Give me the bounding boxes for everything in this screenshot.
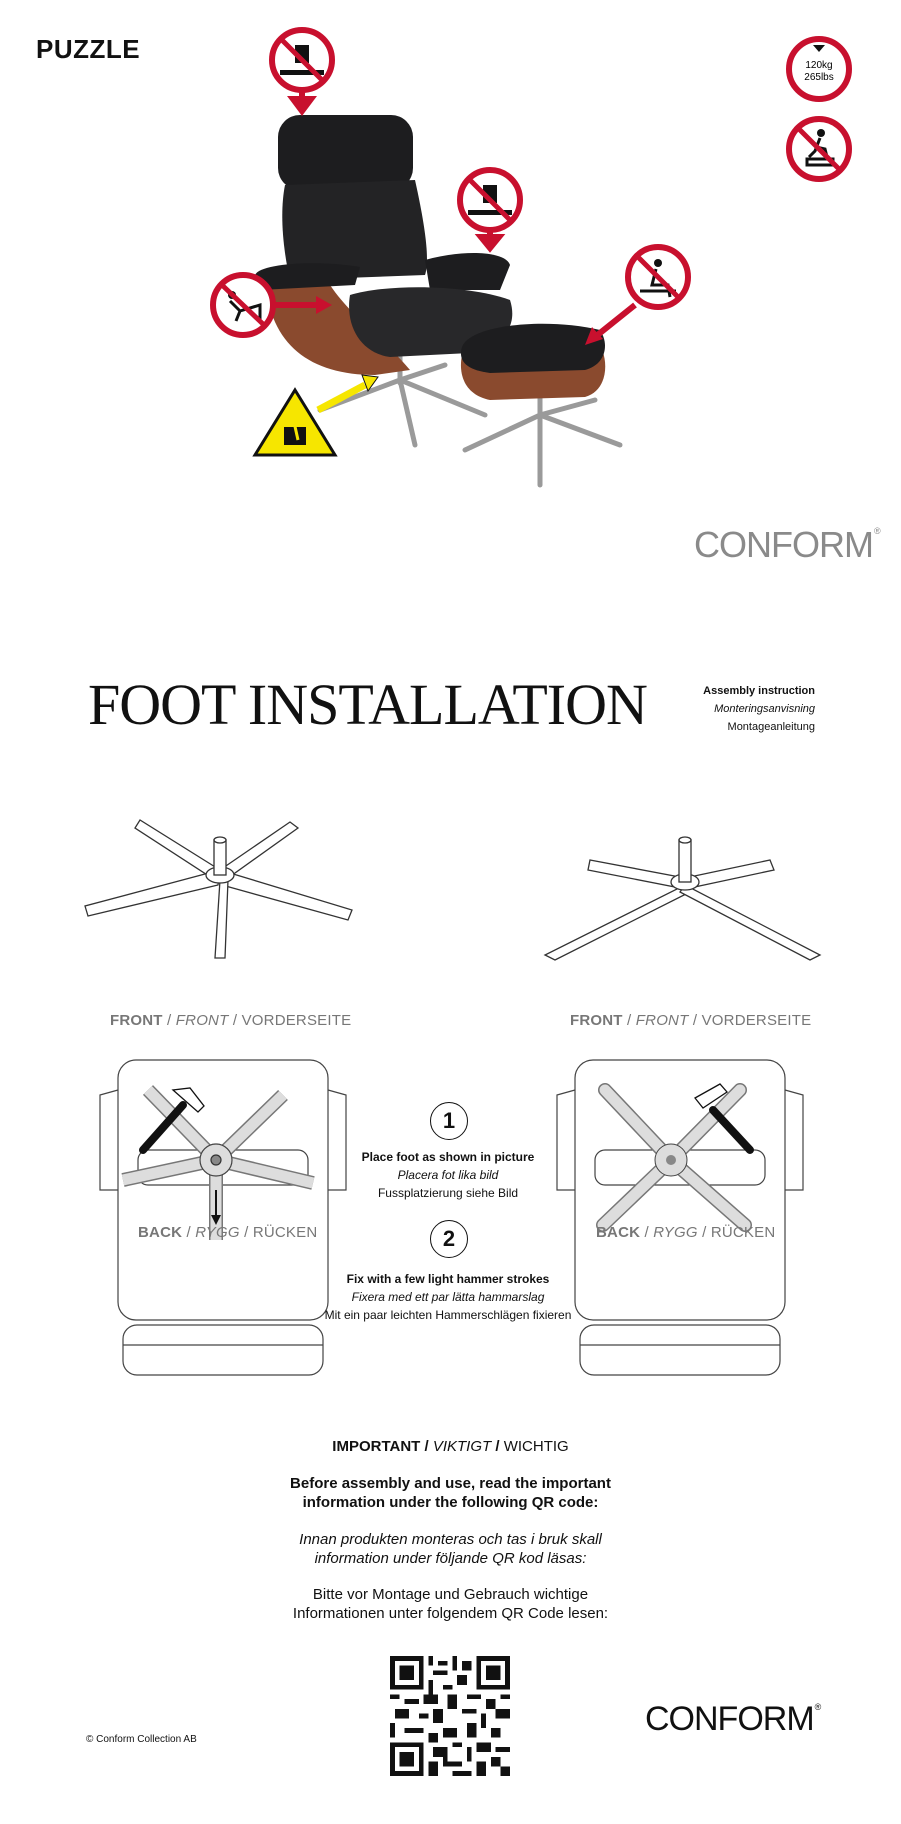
step-1-sv: Placera fot lika bild bbox=[397, 1168, 499, 1182]
no-standing-icon bbox=[785, 115, 853, 183]
weight-limit-badge bbox=[785, 35, 853, 103]
chair-base-drawing bbox=[80, 810, 360, 970]
front-label-right: FRONT / FRONT / VORDERSEITE bbox=[570, 1012, 812, 1029]
assembly-instruction bbox=[703, 682, 815, 736]
important-heading: IMPORTANT / VIKTIGT / WICHTIG bbox=[332, 1438, 569, 1455]
chair-topview-left bbox=[98, 1040, 350, 1380]
chair-topview-right bbox=[555, 1040, 807, 1380]
step-2-number: 2 bbox=[430, 1220, 468, 1258]
step-1-number: 1 bbox=[430, 1102, 468, 1140]
step-2-en: Fix with a few light hammer strokes bbox=[346, 1272, 550, 1286]
no-load-armrest-icon bbox=[460, 170, 520, 248]
step-1-de: Fussplatzierung siehe Bild bbox=[377, 1186, 519, 1200]
qr-code[interactable] bbox=[390, 1656, 510, 1776]
no-sitting-on-edge-icon bbox=[585, 247, 688, 345]
copyright: © Conform Collection AB bbox=[86, 1734, 197, 1745]
important-en: Before assembly and use, read the important information under the following QR code: bbox=[290, 1475, 611, 1511]
back-label-left: BACK / RYGG / RÜCKEN bbox=[138, 1224, 318, 1241]
step-2-text bbox=[318, 1270, 578, 1324]
important-sv: Innan produkten monteras och tas i bruk skall information under följande QR kod läsas: bbox=[299, 1531, 602, 1567]
important-de: Bitte vor Montage und Gebrauch wichtige Informationen unter folgendem QR Code lesen: bbox=[292, 1586, 609, 1622]
weight-lbs: 265lbs bbox=[804, 72, 834, 83]
assembly-sv: Monteringsanvisning bbox=[714, 703, 815, 715]
pinch-hazard-icon bbox=[255, 375, 378, 455]
brand-name: PUZZLE bbox=[36, 34, 141, 64]
assembly-de: Montageanleitung bbox=[727, 721, 815, 733]
step-2-de: Mit ein paar leichten Hammerschlägen fixieren bbox=[324, 1308, 572, 1322]
weight-kg: 120kg bbox=[805, 60, 833, 71]
conform-logo-bottom: CONFORM® bbox=[645, 1700, 821, 1738]
assembly-en: Assembly instruction bbox=[703, 685, 815, 697]
front-label-left: FRONT / FRONT / VORDERSEITE bbox=[110, 1012, 352, 1029]
step-1-text bbox=[318, 1148, 578, 1202]
back-label-right: BACK / RYGG / RÜCKEN bbox=[596, 1224, 776, 1241]
conform-logo-top: CONFORM® bbox=[694, 524, 880, 565]
page-title: FOOT INSTALLATION bbox=[88, 672, 647, 737]
step-1-en: Place foot as shown in picture bbox=[361, 1150, 535, 1164]
no-load-headrest-icon bbox=[272, 30, 332, 111]
chair-illustration bbox=[200, 15, 720, 495]
step-2-sv: Fixera med ett par lätta hammarslag bbox=[351, 1290, 545, 1304]
ottoman-base-drawing bbox=[540, 820, 830, 970]
